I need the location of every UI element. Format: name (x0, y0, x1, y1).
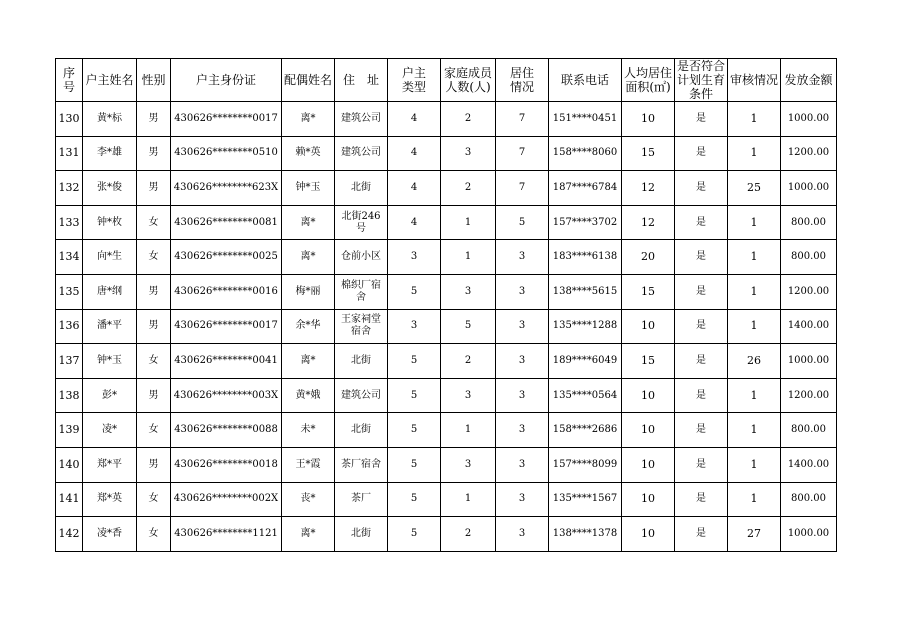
cell-family-planning: 是 (675, 102, 728, 137)
cell-spouse-name: 余*华 (282, 309, 335, 344)
cell-address: 北街 (335, 413, 388, 448)
cell-gender: 男 (137, 136, 171, 171)
table-row (56, 205, 837, 240)
cell-residence: 7 (496, 136, 549, 171)
cell-audit: 1 (728, 274, 781, 309)
cell-owner-id: 430626********1121 (171, 517, 282, 552)
cell-owner-type: 4 (388, 205, 441, 240)
cell-audit: 1 (728, 136, 781, 171)
cell-amount: 1200.00 (781, 274, 837, 309)
cell-residence: 7 (496, 102, 549, 137)
header-audit: 审核情况 (728, 59, 781, 102)
cell-address: 建筑公司 (335, 136, 388, 171)
cell-phone: 158****2686 (549, 413, 622, 448)
cell-area: 15 (622, 136, 675, 171)
header-residence: 居住情况 (496, 59, 549, 102)
cell-seq: 135 (56, 274, 83, 309)
cell-seq: 132 (56, 171, 83, 206)
cell-phone: 189****6049 (549, 344, 622, 379)
cell-audit: 27 (728, 517, 781, 552)
cell-residence: 3 (496, 413, 549, 448)
table-row (56, 136, 837, 171)
table-row (56, 309, 837, 344)
cell-gender: 女 (137, 482, 171, 517)
cell-area: 10 (622, 413, 675, 448)
cell-gender: 男 (137, 447, 171, 482)
cell-family-planning: 是 (675, 344, 728, 379)
header-phone: 联系电话 (549, 59, 622, 102)
header-owner-id: 户主身份证 (171, 59, 282, 102)
subsidy-table (55, 58, 837, 552)
cell-family-size: 2 (441, 171, 496, 206)
cell-residence: 5 (496, 205, 549, 240)
cell-owner-id: 430626********623X (171, 171, 282, 206)
cell-owner-name: 向*生 (83, 240, 137, 275)
cell-seq: 141 (56, 482, 83, 517)
cell-family-size: 5 (441, 309, 496, 344)
cell-phone: 135****1288 (549, 309, 622, 344)
cell-audit: 1 (728, 447, 781, 482)
cell-family-size: 1 (441, 205, 496, 240)
cell-seq: 139 (56, 413, 83, 448)
cell-family-size: 3 (441, 447, 496, 482)
cell-address: 北街 (335, 517, 388, 552)
cell-audit: 1 (728, 240, 781, 275)
cell-phone: 187****6784 (549, 171, 622, 206)
cell-seq: 138 (56, 378, 83, 413)
cell-owner-name: 凌* (83, 413, 137, 448)
cell-family-planning: 是 (675, 309, 728, 344)
cell-seq: 136 (56, 309, 83, 344)
cell-audit: 1 (728, 205, 781, 240)
header-row (56, 59, 837, 102)
cell-residence: 3 (496, 482, 549, 517)
table-row (56, 482, 837, 517)
cell-spouse-name: 丧* (282, 482, 335, 517)
cell-audit: 25 (728, 171, 781, 206)
cell-area: 10 (622, 482, 675, 517)
cell-area: 20 (622, 240, 675, 275)
cell-address: 北街 (335, 344, 388, 379)
cell-residence: 7 (496, 171, 549, 206)
cell-family-size: 2 (441, 344, 496, 379)
cell-gender: 女 (137, 240, 171, 275)
cell-seq: 137 (56, 344, 83, 379)
cell-family-size: 3 (441, 378, 496, 413)
cell-spouse-name: 离* (282, 205, 335, 240)
cell-family-planning: 是 (675, 274, 728, 309)
cell-owner-name: 李*雄 (83, 136, 137, 171)
cell-owner-name: 钟*玉 (83, 344, 137, 379)
cell-family-planning: 是 (675, 240, 728, 275)
cell-owner-name: 郑*英 (83, 482, 137, 517)
cell-area: 10 (622, 447, 675, 482)
cell-amount: 1200.00 (781, 136, 837, 171)
header-seq: 序号 (56, 59, 83, 102)
cell-owner-name: 凌*香 (83, 517, 137, 552)
cell-audit: 1 (728, 413, 781, 448)
cell-address: 北街246号 (335, 205, 388, 240)
cell-audit: 1 (728, 102, 781, 137)
cell-area: 10 (622, 517, 675, 552)
cell-amount: 1000.00 (781, 517, 837, 552)
cell-family-planning: 是 (675, 413, 728, 448)
cell-area: 15 (622, 344, 675, 379)
cell-spouse-name: 离* (282, 517, 335, 552)
cell-audit: 1 (728, 482, 781, 517)
cell-owner-type: 3 (388, 240, 441, 275)
cell-owner-type: 5 (388, 378, 441, 413)
cell-area: 10 (622, 309, 675, 344)
cell-spouse-name: 离* (282, 102, 335, 137)
cell-owner-name: 唐*纲 (83, 274, 137, 309)
cell-phone: 135****1567 (549, 482, 622, 517)
table-row (56, 378, 837, 413)
cell-family-planning: 是 (675, 378, 728, 413)
header-amount: 发放金额 (781, 59, 837, 102)
cell-gender: 男 (137, 274, 171, 309)
header-spouse-name: 配偶姓名 (282, 59, 335, 102)
cell-owner-type: 5 (388, 344, 441, 379)
cell-family-size: 2 (441, 517, 496, 552)
cell-address: 王家祠堂宿舍 (335, 309, 388, 344)
cell-audit: 1 (728, 378, 781, 413)
cell-amount: 1400.00 (781, 309, 837, 344)
cell-area: 12 (622, 171, 675, 206)
cell-owner-name: 张*俊 (83, 171, 137, 206)
header-family-planning: 是否符合计划生育条件 (675, 59, 728, 102)
cell-gender: 女 (137, 205, 171, 240)
cell-amount: 800.00 (781, 413, 837, 448)
cell-amount: 1000.00 (781, 344, 837, 379)
cell-phone: 183****6138 (549, 240, 622, 275)
cell-owner-id: 430626********0510 (171, 136, 282, 171)
cell-address: 建筑公司 (335, 102, 388, 137)
cell-amount: 1000.00 (781, 102, 837, 137)
cell-owner-id: 430626********0016 (171, 274, 282, 309)
cell-gender: 女 (137, 344, 171, 379)
cell-family-size: 1 (441, 413, 496, 448)
cell-owner-id: 430626********0017 (171, 309, 282, 344)
header-owner-name: 户主姓名 (83, 59, 137, 102)
cell-seq: 131 (56, 136, 83, 171)
header-address: 住 址 (335, 59, 388, 102)
cell-seq: 133 (56, 205, 83, 240)
cell-spouse-name: 梅*丽 (282, 274, 335, 309)
header-area: 人均居住面积(㎡) (622, 59, 675, 102)
cell-owner-id: 430626********003X (171, 378, 282, 413)
cell-address: 仓前小区 (335, 240, 388, 275)
cell-phone: 138****5615 (549, 274, 622, 309)
table-row (56, 344, 837, 379)
cell-seq: 130 (56, 102, 83, 137)
cell-family-planning: 是 (675, 171, 728, 206)
cell-owner-type: 5 (388, 517, 441, 552)
header-owner-type: 户主类型 (388, 59, 441, 102)
cell-owner-name: 郑*平 (83, 447, 137, 482)
cell-owner-id: 430626********0088 (171, 413, 282, 448)
cell-owner-id: 430626********0041 (171, 344, 282, 379)
cell-owner-id: 430626********002X (171, 482, 282, 517)
cell-seq: 142 (56, 517, 83, 552)
cell-phone: 138****1378 (549, 517, 622, 552)
table-row (56, 171, 837, 206)
cell-owner-name: 彭* (83, 378, 137, 413)
cell-owner-id: 430626********0025 (171, 240, 282, 275)
cell-address: 建筑公司 (335, 378, 388, 413)
cell-seq: 134 (56, 240, 83, 275)
cell-residence: 3 (496, 274, 549, 309)
cell-gender: 男 (137, 171, 171, 206)
cell-amount: 1200.00 (781, 378, 837, 413)
cell-spouse-name: 王*霞 (282, 447, 335, 482)
cell-owner-type: 4 (388, 171, 441, 206)
cell-gender: 男 (137, 378, 171, 413)
cell-owner-type: 4 (388, 102, 441, 137)
cell-gender: 男 (137, 309, 171, 344)
table-row (56, 274, 837, 309)
cell-owner-type: 5 (388, 413, 441, 448)
cell-family-planning: 是 (675, 482, 728, 517)
cell-amount: 800.00 (781, 240, 837, 275)
cell-family-planning: 是 (675, 517, 728, 552)
cell-family-size: 3 (441, 274, 496, 309)
cell-owner-type: 3 (388, 309, 441, 344)
cell-address: 北街 (335, 171, 388, 206)
table-row (56, 517, 837, 552)
cell-spouse-name: 钟*玉 (282, 171, 335, 206)
cell-gender: 男 (137, 102, 171, 137)
cell-seq: 140 (56, 447, 83, 482)
cell-address: 棉织厂宿舍 (335, 274, 388, 309)
cell-family-planning: 是 (675, 205, 728, 240)
header-family-size: 家庭成员人数(人) (441, 59, 496, 102)
cell-residence: 3 (496, 344, 549, 379)
cell-gender: 女 (137, 413, 171, 448)
cell-owner-type: 5 (388, 274, 441, 309)
table-row (56, 413, 837, 448)
cell-residence: 3 (496, 378, 549, 413)
cell-owner-type: 5 (388, 447, 441, 482)
cell-owner-type: 5 (388, 482, 441, 517)
cell-phone: 157****8099 (549, 447, 622, 482)
cell-owner-id: 430626********0018 (171, 447, 282, 482)
cell-family-size: 2 (441, 102, 496, 137)
cell-spouse-name: 赖*英 (282, 136, 335, 171)
cell-owner-type: 4 (388, 136, 441, 171)
cell-residence: 3 (496, 517, 549, 552)
cell-owner-id: 430626********0017 (171, 102, 282, 137)
cell-spouse-name: 黄*娥 (282, 378, 335, 413)
cell-audit: 26 (728, 344, 781, 379)
cell-address: 茶厂宿舍 (335, 447, 388, 482)
table-row (56, 102, 837, 137)
cell-address: 茶厂 (335, 482, 388, 517)
cell-owner-id: 430626********0081 (171, 205, 282, 240)
cell-audit: 1 (728, 309, 781, 344)
cell-phone: 157****3702 (549, 205, 622, 240)
cell-family-size: 1 (441, 240, 496, 275)
table-row (56, 447, 837, 482)
cell-gender: 女 (137, 517, 171, 552)
cell-amount: 800.00 (781, 482, 837, 517)
cell-spouse-name: 离* (282, 344, 335, 379)
cell-family-planning: 是 (675, 447, 728, 482)
table-row (56, 240, 837, 275)
cell-phone: 135****0564 (549, 378, 622, 413)
cell-spouse-name: 离* (282, 240, 335, 275)
cell-amount: 1400.00 (781, 447, 837, 482)
cell-owner-name: 黄*标 (83, 102, 137, 137)
cell-residence: 3 (496, 309, 549, 344)
cell-owner-name: 潘*平 (83, 309, 137, 344)
cell-area: 10 (622, 102, 675, 137)
cell-area: 12 (622, 205, 675, 240)
cell-amount: 1000.00 (781, 171, 837, 206)
cell-family-planning: 是 (675, 136, 728, 171)
cell-area: 10 (622, 378, 675, 413)
cell-residence: 3 (496, 240, 549, 275)
cell-spouse-name: 未* (282, 413, 335, 448)
cell-family-size: 1 (441, 482, 496, 517)
cell-phone: 158****8060 (549, 136, 622, 171)
cell-amount: 800.00 (781, 205, 837, 240)
header-gender: 性别 (137, 59, 171, 102)
cell-residence: 3 (496, 447, 549, 482)
cell-area: 15 (622, 274, 675, 309)
cell-phone: 151****0451 (549, 102, 622, 137)
cell-family-size: 3 (441, 136, 496, 171)
cell-owner-name: 钟*枚 (83, 205, 137, 240)
